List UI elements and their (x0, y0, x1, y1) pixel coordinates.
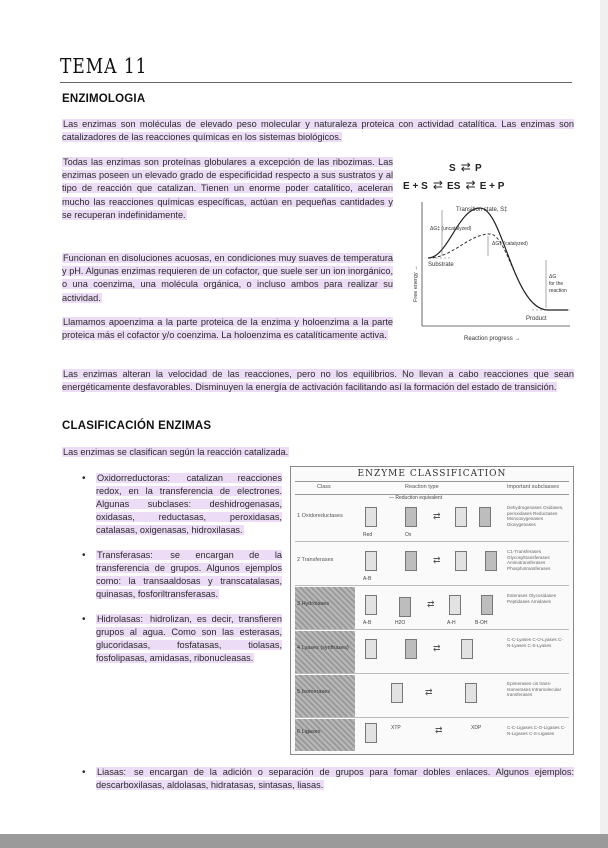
item-name: Hidrolasas: (97, 614, 143, 624)
label-a-b: A-B (363, 576, 372, 582)
header-reaction: Reaction type (405, 484, 439, 490)
reaction-line-2 (403, 178, 504, 192)
enzyme-class-list-top (82, 472, 282, 665)
section-title-enzimologia: ENZIMOLOGIA (62, 93, 146, 105)
uncatalyzed-curve (428, 208, 568, 310)
bullet-icon: • (82, 767, 86, 778)
table-row (295, 675, 569, 718)
reaction-es: ES (447, 181, 461, 192)
paragraph-clasificacion-intro (62, 446, 392, 459)
list-item-transferasas (82, 549, 282, 601)
header-class: Class (317, 484, 331, 490)
row-class-shade (295, 587, 355, 629)
label-xtp: XTP (391, 725, 401, 731)
reaction-arrow-icon: ⇄ (433, 555, 441, 565)
row-class: 6 Ligases (297, 729, 321, 735)
row-subclasses: Dehydrogenases Oxidases, peroxidases Reductases Monooxygenases Dioxygenases (507, 505, 564, 527)
paragraph-apoenzima (62, 316, 393, 342)
row-class: 2 Transferases (297, 557, 334, 563)
row-subclasses: Epimerases cis trans-Isomerases Intramolecular transferases (507, 681, 562, 698)
section-title-clasificacion: CLASIFICACIÓN ENZIMAS (62, 420, 212, 432)
table-row (295, 499, 569, 542)
bullet-icon: • (82, 614, 86, 625)
table-header (295, 481, 569, 495)
row-subclasses: Esterases Glycosidases Peptidases Amidases (507, 593, 557, 604)
item-name: Transferasas: (97, 550, 153, 560)
molecule-icon (365, 723, 377, 743)
table-row (295, 543, 569, 586)
molecule-icon (481, 595, 493, 615)
paragraph-cofactor (62, 252, 393, 305)
equilibrium-arrow-icon: ⇄ (458, 160, 473, 174)
row-class: 3 Hydrolases (297, 601, 330, 607)
item-text: se encargan de la adición o separación de grupos para fomar dobles enlaces. Algunos ejemplos: descarboxilasas, aldolasas, hidratasas, sintasas, liasas. (96, 767, 574, 790)
molecule-icon (365, 551, 377, 571)
label-a-h: A-H (447, 620, 456, 626)
molecule-icon (405, 551, 417, 571)
table-row (295, 587, 569, 630)
molecule-icon (461, 639, 473, 659)
reduction-equivalent-label: — Reduction equivalent (389, 495, 443, 501)
label-g-cat: ΔG‡ (catalyzed) (492, 241, 528, 247)
label-free-energy: Free energy → (413, 265, 419, 302)
molecule-icon (365, 595, 377, 615)
reaction-p: P (474, 163, 482, 174)
label-dg-1: ΔG (549, 274, 557, 280)
list-item-liasas (82, 766, 574, 792)
label-g-uncat: ΔG‡ (uncatalyzed) (430, 226, 472, 232)
label-substrate: Substrate (428, 262, 454, 268)
molecule-icon (465, 683, 477, 703)
row-class: 4 Lyases (synthases) (297, 645, 349, 651)
energy-diagram (408, 198, 574, 346)
item-name: Oxidorreductoras: (97, 473, 171, 483)
label-ox: Ox (405, 532, 412, 538)
item-name: Liasas: (97, 767, 127, 777)
viewer-bottom-bar (0, 834, 608, 848)
reaction-s: S (449, 163, 456, 174)
enzyme-classification-table (290, 466, 574, 755)
highlight-p1: Las enzimas son moléculas de elevado peso molecular y naturaleza proteica con actividad catalítica. Las enzimas son catalizadores de las reacciones químicas en los sistemas biológicos. (62, 119, 574, 143)
label-b-oh: B-OH (475, 620, 488, 626)
molecule-icon (485, 551, 497, 571)
label-dg-2: for the (549, 281, 564, 287)
enzyme-class-list-bottom (82, 766, 574, 792)
label-a-b: A-B (363, 620, 372, 626)
bullet-icon: • (82, 473, 86, 484)
paragraph-globular (62, 156, 393, 222)
molecule-icon (399, 597, 411, 617)
reaction-arrow-icon: ⇄ (427, 599, 435, 609)
reaction-line-1 (449, 160, 482, 174)
header-subclasses: Important subclasses (507, 484, 559, 490)
highlight-p4: Llamamos apoenzima a la parte proteica de la enzima y holoenzima a la parte proteica más el cofactor y/o coenzima. La holoenzima es catalíticamente activa. (62, 317, 393, 341)
label-xdp: XDP (471, 725, 482, 731)
highlight-p5: Las enzimas alteran la velocidad de las reacciones, pero no los equilibrios. No llevan a cabo reacciones que sean energéticamente desfavorables. Disminuyen la energía de activación facilitando así la formación del estado de transición. (62, 369, 574, 393)
row-class: 1 Oxidoreductases (297, 513, 343, 519)
reaction-arrow-icon: ⇄ (425, 687, 433, 697)
molecule-icon (449, 595, 461, 615)
equilibrium-arrow-icon: ⇄ (430, 178, 445, 192)
equilibrium-arrow-icon: ⇄ (463, 178, 477, 192)
label-dg-3: reaction (549, 288, 567, 294)
label-reaction-progress: Reaction progress → (464, 336, 521, 342)
paragraph-definition (62, 118, 574, 144)
molecule-icon (391, 683, 403, 703)
row-subclasses: C-C-Lyases C-O-Lyases C-N-Lyases C-S-Lyases (507, 637, 563, 648)
highlight-p3: Funcionan en disoluciones acuosas, en condiciones muy suaves de temperatura y pH. Algunas enzimas requieren de un cofactor, que suele ser un ion inorgánico, o una coenzima, una molécula orgánica, o incluso ambos para realizar su actividad. (62, 253, 393, 303)
list-item-oxidorreductoras (82, 472, 282, 537)
row-class-shade (295, 719, 355, 751)
reaction-arrow-icon: ⇄ (435, 725, 443, 735)
reaction-e-s: E + S (403, 181, 428, 192)
label-red: Red (363, 532, 373, 538)
item-text: hidrolizan, es decir, transfieren grupos al agua. Como son las esterasas, glucoridasas, fosfatasas, tiolasas, fosfolipasas, amidasas, ribonucleasas. (96, 614, 282, 663)
molecule-icon (405, 639, 417, 659)
table-row (295, 719, 569, 751)
label-transition: Transition state, S‡ (456, 207, 508, 213)
page-header-tema: TEMA 11 (60, 55, 148, 79)
paragraph-velocidad (62, 368, 574, 394)
row-class-shade (295, 631, 355, 673)
reaction-arrow-icon: ⇄ (433, 511, 441, 521)
molecule-icon (405, 507, 417, 527)
molecule-icon (365, 639, 377, 659)
page-edge (600, 0, 608, 848)
header-rule (60, 82, 572, 83)
molecule-icon (365, 507, 377, 527)
list-item-hidrolasas (82, 613, 282, 665)
row-subclasses: C1-Transferases Glycosyltransferases Aminotransferases Phosphotransferases (507, 549, 551, 571)
bullet-icon: • (82, 550, 86, 561)
row-subclasses: C-C-Ligases C-O-Ligases C-N-Ligases C-S-Ligases (507, 725, 566, 736)
molecule-icon (455, 507, 467, 527)
label-h2o: H2O (395, 620, 406, 626)
reaction-e-p: E + P (479, 181, 505, 192)
molecule-icon (479, 507, 491, 527)
item-text: se encargan de la transferencia de grupos. Algunos ejemplos como: la transaaldosas y transcatalasas, quinasas, fosforiltransferasas. (96, 550, 282, 599)
reaction-arrow-icon: ⇄ (433, 643, 441, 653)
table-title: ENZYME CLASSIFICATION (357, 469, 507, 479)
row-class: 5 Isomerases (297, 689, 331, 695)
item-text: catalizan reacciones redox, en la transferencia de electrones. Algunas subclases: deshidrogenasas, oxidasas, reductasas, peroxidasas, catalasas, oxigenasas, hidroxilasas. (96, 473, 282, 535)
row-class-shade (295, 675, 355, 717)
molecule-icon (455, 551, 467, 571)
highlight-intro: Las enzimas se clasifican según la reacción catalizada. (63, 447, 289, 457)
label-product: Product (526, 316, 547, 322)
highlight-p2: Todas las enzimas son proteínas globulares a excepción de las ribozimas. Las enzimas poseen un elevado grado de especificidad respecto a sus sustratos y al tipo de reacción que catalizan. Tienen un enorme poder catalítico, aceleran mucho las reacciones químicas específicas, actúan en pequeñas cantidades y se recuperan indefinidamente. (62, 157, 393, 220)
table-row (295, 631, 569, 674)
